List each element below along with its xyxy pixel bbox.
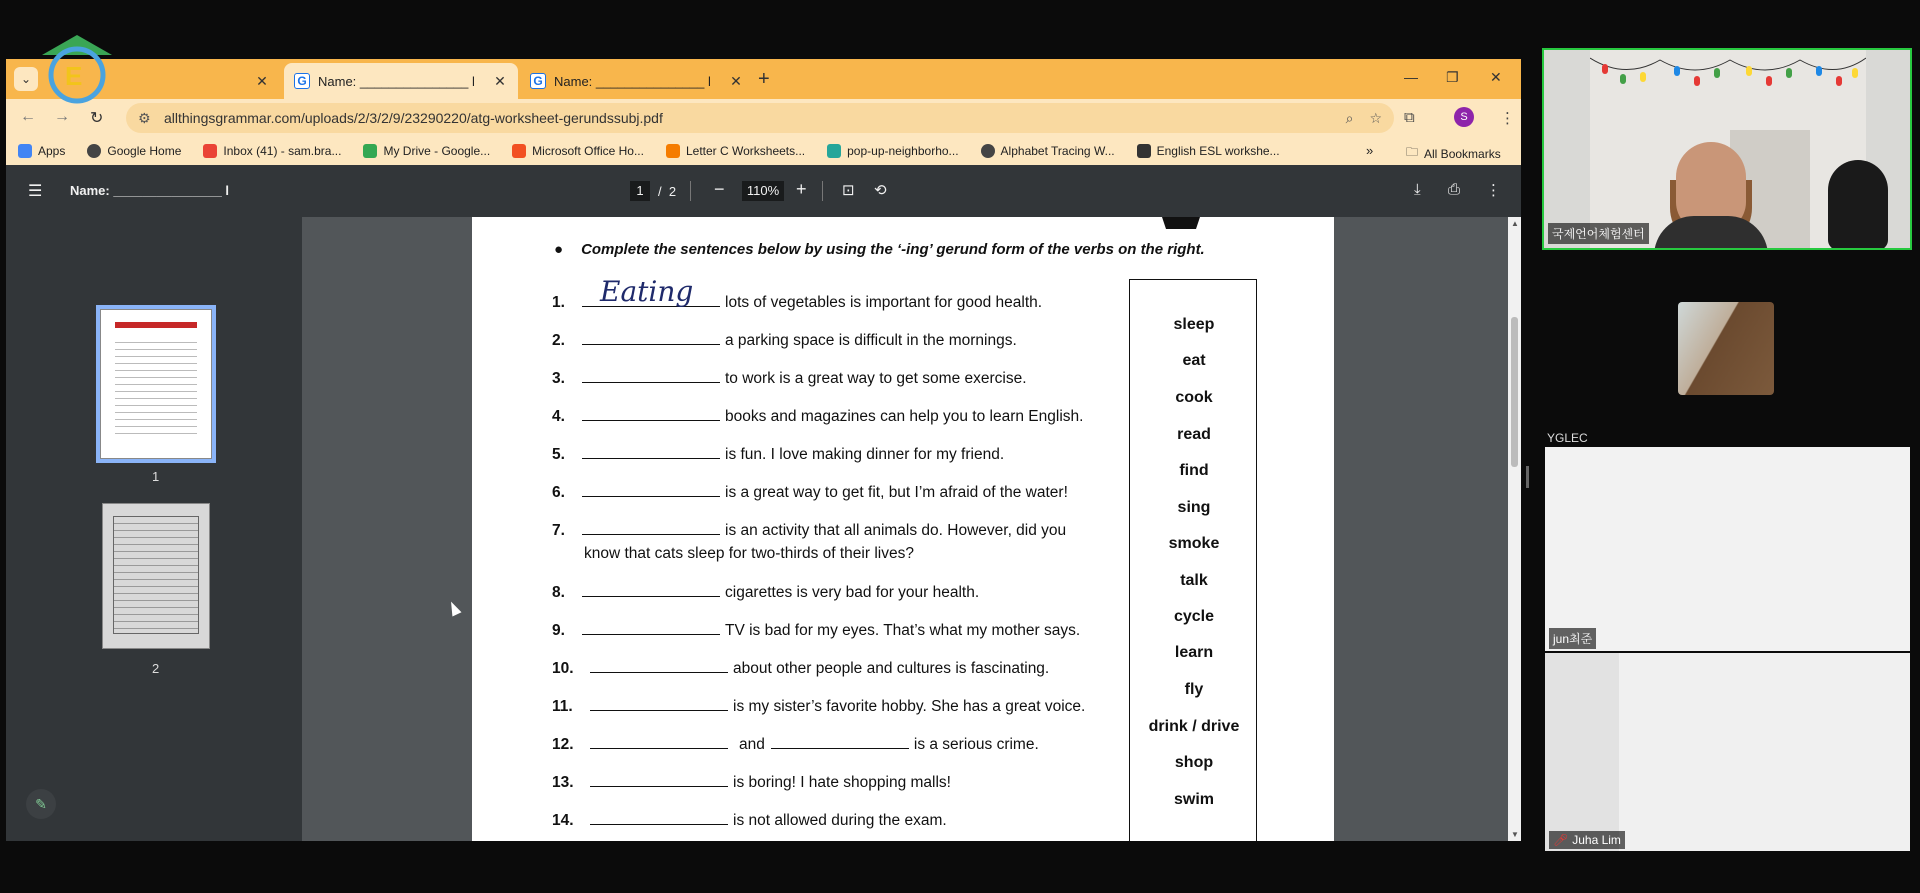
site-info-icon[interactable]: ⚙ [138,109,151,126]
verb-word: read [1177,426,1211,443]
bookmark-apps[interactable]: Apps [18,144,65,158]
answer-blank[interactable] [582,483,720,497]
verb-word: sleep [1173,316,1215,333]
verb-word: drink / drive [1148,718,1240,735]
bookmark-alphabet[interactable]: Alphabet Tracing W... [981,144,1115,158]
restore-icon[interactable]: ❐ [1446,69,1459,85]
worksheet-line-7: 7. is an activity that all animals do. However, did you [552,522,1067,539]
worksheet-line-1: 1. Eating lots of vegetables is important for good health. [552,275,1043,311]
worksheet-line-14: 14. is not allowed during the exam. [552,812,947,829]
zoom-out-icon[interactable]: − [714,179,725,199]
profile-avatar[interactable]: S [1454,107,1474,127]
verb-word: eat [1182,352,1206,369]
answer-blank[interactable] [582,445,720,459]
all-bookmarks[interactable]: 🗀 All Bookmarks [1406,143,1501,164]
verb-word: talk [1180,572,1208,589]
worksheet-line-9: 9. TV is bad for my eyes. That’s what my mother says. [552,622,1081,639]
scroll-thumb[interactable] [1511,317,1518,467]
bookmark-esl[interactable]: English ESL workshe... [1137,144,1280,158]
grammar-favicon-icon: G [530,73,546,89]
worksheet-line-6: 6. is a great way to get fit, but I’m afraid of the water! [552,484,1068,501]
bookmarks-more-icon[interactable]: » [1366,143,1374,158]
answer-blank[interactable] [582,369,720,383]
mouse-cursor-icon [447,600,462,617]
new-tab-icon[interactable]: + [758,68,770,90]
participant-avatar-image [1678,302,1774,395]
bookmark-office[interactable]: Microsoft Office Ho... [512,144,644,158]
scroll-up-icon[interactable]: ▲ [1511,219,1519,228]
page-thumbnail-1[interactable] [100,309,212,459]
verb-word: swim [1173,791,1214,808]
verb-word: fly [1184,681,1204,698]
tab-strip [6,59,1521,99]
pdf-thumbnail-sidebar [6,217,302,841]
page-number-input[interactable]: 1 [630,181,650,201]
browser-window [6,59,1521,841]
pdf-toolbar [6,165,1521,217]
svg-text:E: E [65,61,83,91]
forward-icon[interactable]: → [54,108,70,125]
worksheet-line-2: 2. a parking space is difficult in the mornings. [552,332,1017,349]
thumbnail-label-1: 1 [152,469,160,484]
rotate-icon[interactable]: ⟲ [874,182,887,199]
meeting-panel-divider[interactable] [1526,466,1529,488]
answer-blank[interactable] [590,735,728,749]
annotate-pen-icon[interactable]: ✎ [26,789,56,819]
answer-blank[interactable] [582,621,720,635]
extensions-icon[interactable]: ⧉ [1404,109,1415,126]
video-tile-1[interactable] [1542,48,1912,250]
verb-word: shop [1174,754,1214,771]
tab-title: Name: _______________ l [554,73,711,89]
tab-title: Name: _______________ l [318,73,475,89]
isl-icon [1137,144,1151,158]
bookmark-letter-c[interactable]: Letter C Worksheets... [666,144,805,158]
answer-blank[interactable] [590,697,728,711]
bookmarks-bar [6,137,1521,165]
answer-blank[interactable] [582,521,720,535]
globe-icon [981,144,995,158]
pdf-page [472,217,1334,841]
separator [690,181,691,201]
video-feed [1590,50,1866,250]
close-window-icon[interactable]: ✕ [1490,69,1502,85]
back-icon[interactable]: ← [20,108,36,125]
participant-name: YGLEC [1547,431,1588,445]
thumb-lines [115,336,197,436]
popup-icon [827,144,841,158]
worksheet-line-10: 10. about other people and cultures is fascinating. [552,660,1050,677]
tab-search-button[interactable]: ⌄ [14,67,38,91]
worksheet-line-13: 13. is boring! I hate shopping malls! [552,774,951,791]
verb-word: sing [1177,499,1211,516]
page-decoration-icon [1158,217,1204,231]
print-icon[interactable]: ⎙ [1448,181,1461,198]
zoom-in-icon[interactable]: + [796,179,807,199]
thumb-lines [113,516,199,634]
video-tile-3[interactable] [1545,447,1910,651]
page-thumbnail-2[interactable] [102,503,210,649]
participant-name: 국제언어체험센터 [1548,223,1649,244]
worksheet-line-5: 5. is fun. I love making dinner for my friend. [552,446,1005,463]
worksheet-line-12: 12. and is a serious crime. [552,736,1039,753]
verb-word: learn [1174,644,1214,661]
address-url: allthingsgrammar.com/uploads/2/3/2/9/23290220/atg-worksheet-gerundssubj.pdf [164,110,663,126]
string-lights-icon [1590,50,1866,100]
separator [822,181,823,201]
answer-blank[interactable] [582,583,720,597]
pdf-scrollbar[interactable] [1508,217,1521,841]
tab-2[interactable] [284,63,518,99]
video-tile-4[interactable] [1545,653,1910,851]
zoom-icon[interactable]: ⌕ [1345,109,1354,126]
scroll-down-icon[interactable]: ▼ [1511,830,1519,839]
tab-close-icon[interactable]: ✕ [730,72,742,89]
address-bar[interactable] [126,103,1394,133]
drive-icon [363,144,377,158]
browser-toolbar [6,99,1521,137]
folder-icon: 🗀 [1406,145,1419,159]
bookmark-google-home[interactable]: Google Home [87,144,181,158]
tab-3[interactable] [520,63,754,99]
apps-grid-icon [18,144,32,158]
gmail-icon [203,144,217,158]
worksheet-line-8: 8. cigarettes is very bad for your health. [552,584,980,601]
pdf-more-icon[interactable]: ⋮ [1486,182,1501,199]
org-logo-icon [38,33,116,105]
answer-blank[interactable] [582,407,720,421]
bookmark-inbox[interactable]: Inbox (41) - sam.bra... [203,144,341,158]
verb-word: find [1179,462,1209,479]
letter-c-icon [666,144,680,158]
worksheet-line-4: 4. books and magazines can help you to learn English. [552,408,1084,425]
browser-menu-icon[interactable]: ⋮ [1500,110,1515,127]
google-home-icon [87,144,101,158]
verb-word: smoke [1168,535,1220,552]
thumb-heading [115,322,197,328]
verb-word-box [1129,279,1257,841]
answer-blank[interactable] [582,275,720,308]
answer-blank[interactable] [590,811,728,825]
answer-blank[interactable] [771,735,909,749]
worksheet-line-11: 11. is my sister’s favorite hobby. She has a great voice. [552,698,1086,715]
office-icon [512,144,526,158]
answer-blank[interactable] [590,659,728,673]
handwritten-answer: Eating [600,275,694,308]
participant-name-bar: 🎤︎ Juha Lim [1549,831,1625,849]
muted-mic-icon: 🎤︎ [1553,833,1569,847]
pdf-menu-icon[interactable]: ☰ [28,183,43,200]
bookmark-star-icon[interactable]: ☆ [1369,109,1382,126]
participant-name: jun최준 [1549,628,1596,649]
video-feed [1545,653,1619,851]
page-total: / 2 [658,184,677,199]
fit-page-icon[interactable]: ⊡ [842,182,855,199]
verb-word: cycle [1173,608,1215,625]
verb-word: cook [1175,389,1213,406]
worksheet-line-3: 3. to work is a great way to get some exercise. [552,370,1027,387]
pdf-title: Name: _______________ l [70,183,230,198]
tab-close-icon[interactable]: ✕ [256,72,268,89]
download-icon[interactable]: ⤓ [1414,181,1421,198]
worksheet-instruction: ● Complete the sentences below by using the ‘-ing’ gerund form of the verbs on the right. [554,241,1205,258]
bookmark-drive[interactable]: My Drive - Google... [363,144,490,158]
reload-icon[interactable]: ↻ [90,110,104,127]
minimize-icon[interactable]: — [1404,69,1418,85]
answer-blank[interactable] [590,773,728,787]
person-shadow [1828,160,1888,250]
grammar-favicon-icon: G [294,73,310,89]
thumbnail-label-2: 2 [152,661,160,676]
tab-close-icon[interactable]: ✕ [494,72,506,89]
answer-blank[interactable] [582,331,720,345]
worksheet-line-7-cont: know that cats sleep for two-thirds of their lives? [584,545,914,562]
zoom-level-input[interactable]: 110% [742,181,784,201]
bookmark-popup[interactable]: pop-up-neighborho... [827,144,958,158]
